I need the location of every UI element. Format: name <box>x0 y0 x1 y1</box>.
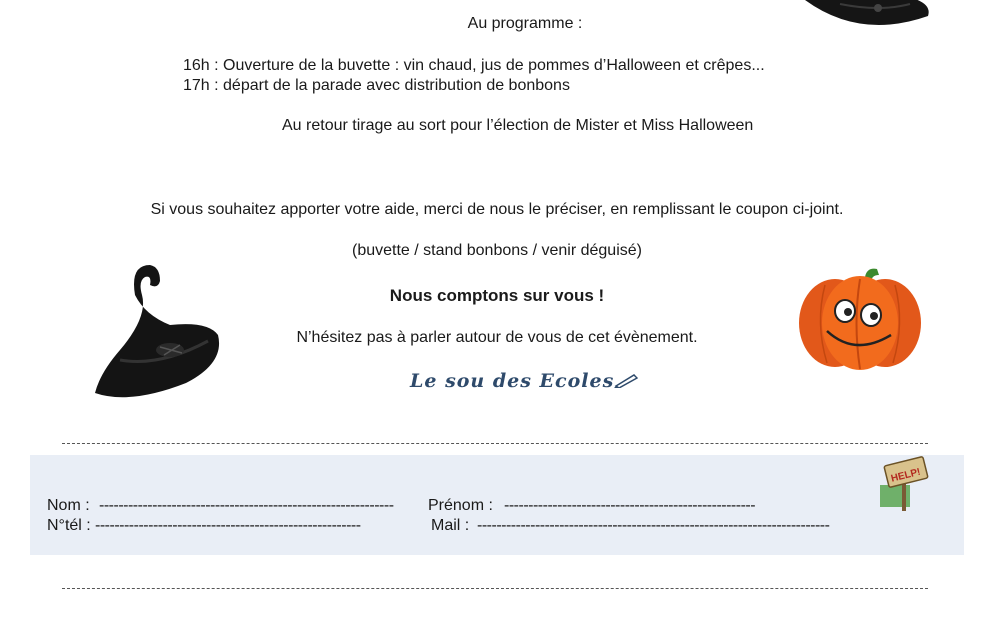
program-line-buvette: 16h : Ouverture de la buvette : vin chaud, jus de pommes d’Halloween et crêpes... <box>183 57 765 74</box>
help-sign-icon <box>876 455 938 513</box>
witch-hat-icon <box>800 0 940 35</box>
signature: Le sou des Ecoles <box>410 370 615 392</box>
help-sign-text: HELP! <box>889 466 922 485</box>
pumpkin-icon <box>795 265 925 375</box>
program-line-election: Au retour tirage au sort pour l’élection de Mister et Miss Halloween <box>282 117 754 134</box>
prenom-label: Prénom : <box>428 497 493 514</box>
nom-label: Nom : <box>47 497 90 514</box>
mail-field[interactable]: ------------------------------------------------------------------------- <box>477 517 830 534</box>
cut-line-bottom <box>62 588 928 589</box>
help-request-text: Si vous souhaitez apporter votre aide, merci de nous le préciser, en remplissant le coupon ci-joint. <box>150 201 844 218</box>
mail-label: Mail : <box>431 517 470 534</box>
headline: Nous comptons sur vous ! <box>389 286 605 305</box>
program-line-parade: 17h : départ de la parade avec distribution de bonbons <box>183 77 570 94</box>
prenom-field[interactable]: ---------------------------------------------------- <box>504 497 756 514</box>
tel-label: N°tél : <box>47 517 91 534</box>
pen-icon <box>614 372 638 388</box>
help-options: (buvette / stand bonbons / venir déguisé) <box>352 242 642 259</box>
program-heading: Au programme : <box>467 15 583 32</box>
tel-field[interactable]: ------------------------------------------------------- <box>95 517 361 534</box>
witch-hat-icon <box>90 255 230 405</box>
nom-field[interactable]: ------------------------------------------------------------- <box>99 497 394 514</box>
share-text: N’hésitez pas à parler autour de vous de cet évènement. <box>296 329 698 346</box>
cut-line-top <box>62 443 928 444</box>
